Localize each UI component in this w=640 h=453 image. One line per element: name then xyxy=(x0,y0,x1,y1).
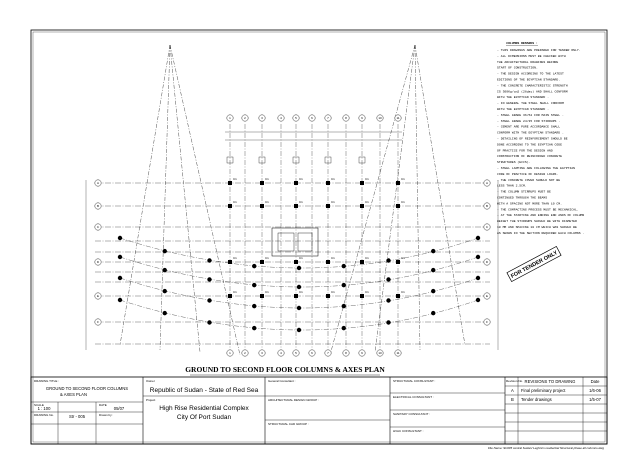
column xyxy=(118,276,122,280)
revision-row-text: Final preliminary project xyxy=(521,388,566,393)
column-tag: C1 xyxy=(299,290,303,294)
grid-bubble-label: 3 xyxy=(261,116,263,121)
column xyxy=(342,264,346,268)
column xyxy=(228,294,232,298)
date-value: 05/07 xyxy=(113,406,125,411)
column xyxy=(252,264,256,268)
column xyxy=(326,260,330,264)
column xyxy=(396,260,400,264)
fan-axis-line xyxy=(415,45,420,350)
grid-bubble-label: 7 xyxy=(327,351,329,356)
remark-line: - THE COMPACTING PROCESS MUST BE MECHANICAL. xyxy=(497,207,579,212)
column-tag: C1 xyxy=(265,290,269,294)
revision-no-label: Revision No. xyxy=(506,379,524,383)
remark-line: IS 300Kg/cm2 (28day) AND SHALL CONFORM xyxy=(497,89,568,94)
footer-file-path: File Name: Str005 central Sudan/ Leghnim residential Structural phase all columns.dwg xyxy=(487,446,604,450)
scale-value: 1 : 100 xyxy=(37,406,51,411)
grid-bubble-label: 9 xyxy=(361,351,363,356)
remark-line: WITH A SPACING NOT MORE THAN 10 CM. xyxy=(497,201,562,206)
project-line1: High Rise Residential Complex xyxy=(159,405,249,412)
revision-row-no: B xyxy=(511,397,514,402)
grid-bubble-label: 7 xyxy=(327,116,329,121)
column xyxy=(342,304,346,308)
column-tag: C1 xyxy=(401,200,405,204)
remark-line: HEIGHT THE STIRRUPS SHOULD BE WITH DIAMETER xyxy=(497,219,577,224)
column xyxy=(360,294,364,298)
revision-row-date: 1/5-07 xyxy=(589,397,601,402)
remark-line: CODE OF PRACTICE OF DESIGN LOADS. xyxy=(497,171,559,176)
curved-axis xyxy=(120,238,478,268)
grid-bubble-label: 8 xyxy=(345,116,347,121)
column xyxy=(294,260,298,264)
grid-bubble-label: 5 xyxy=(295,116,297,121)
column-tag: C1 xyxy=(233,290,237,294)
remark-line: LESS THAN 2.5CM. xyxy=(497,183,527,188)
owner-value: Republic of Sudan - State of Red Sea xyxy=(149,387,259,394)
remark-line: - THE CONCRETE CHARACTERISTIC STRENGTH xyxy=(497,83,568,88)
remark-line: - THE DESIGN ACCORDING TO THE LATEST xyxy=(497,71,564,76)
grid-bubble-label: C xyxy=(96,225,100,230)
column xyxy=(386,298,390,302)
column xyxy=(252,304,256,308)
column xyxy=(476,236,480,240)
remark-line: OF PRACTICE FOR THE DESIGN AND xyxy=(497,148,553,153)
grid-bubble-label: 10 xyxy=(378,351,382,356)
project-label: Project xyxy=(146,398,156,402)
grid-bubble-label: 4 xyxy=(280,116,282,121)
grid-bubble-label: D xyxy=(96,260,100,265)
grid-bubble-label: 6 xyxy=(311,351,313,356)
column xyxy=(294,181,298,185)
column xyxy=(207,258,211,262)
remark-line: STRUCTURES (ECCS). xyxy=(497,160,531,165)
column xyxy=(252,283,256,287)
column xyxy=(396,181,400,185)
scale-label: SCALE xyxy=(34,403,44,407)
remark-line: CONSTRUCTION OF REINFORCED CONCRETE xyxy=(497,154,562,159)
column xyxy=(163,249,167,253)
drawing-no-label: DRAWING No. xyxy=(34,413,54,417)
owner-label: Owner xyxy=(146,379,155,383)
column xyxy=(118,255,122,259)
column-tag: C1 xyxy=(233,200,237,204)
date-label: DATE xyxy=(99,403,107,407)
remark-line: - ALL DIMENSIONS MUST BE CHECKED WITH xyxy=(497,53,566,58)
column xyxy=(260,294,264,298)
grid-bubble-label: 4 xyxy=(280,351,282,356)
column-tag: C1 xyxy=(233,256,237,260)
drawing-no-value: Str - 005 xyxy=(68,414,86,419)
column xyxy=(431,289,435,293)
electrical-consultant-label: ELECTRICAL CONSULTANT : xyxy=(393,395,434,399)
column xyxy=(431,268,435,272)
column xyxy=(431,249,435,253)
column xyxy=(360,260,364,264)
column xyxy=(342,326,346,330)
column xyxy=(118,236,122,240)
remark-line: 10 MM AND SPACING 10 CM WHICH WAS SHOULD BE xyxy=(497,225,577,229)
curved-axis xyxy=(120,300,478,330)
column xyxy=(207,277,211,281)
fan-axis-line xyxy=(120,45,170,345)
grid-bubble-label: E xyxy=(485,294,489,299)
remark-line: THE ARCHITECTURAL DRAWINGS BEFORE xyxy=(497,59,559,64)
column xyxy=(297,285,301,289)
remark-line: - THE COLUMN STIRRUPS MUST BE xyxy=(497,189,551,194)
column xyxy=(118,298,122,302)
fan-axis-line xyxy=(170,45,240,355)
column xyxy=(360,181,364,185)
grid-bubble-label: D xyxy=(485,260,489,265)
column xyxy=(476,255,480,259)
column-tag: C1 xyxy=(331,177,335,181)
column xyxy=(297,328,301,332)
column xyxy=(163,268,167,272)
remark-line: - CEMENT ARE PURE ACCORDANCE SHALL xyxy=(497,124,561,129)
column xyxy=(386,258,390,262)
column-tag: C1 xyxy=(265,256,269,260)
column-tag: C1 xyxy=(365,256,369,260)
column xyxy=(396,204,400,208)
grid-bubble-label: 2 xyxy=(244,351,246,356)
fan-axis-line xyxy=(415,45,465,345)
remark-line: EDITIONS OF THE EGYPTIAN STANDARD. xyxy=(497,77,561,82)
column-tag: C1 xyxy=(401,256,405,260)
remark-line: - THE CONCRETE COVER SHOULD NOT BE xyxy=(497,177,561,182)
column xyxy=(207,298,211,302)
grid-bubble-label: 10 xyxy=(378,116,382,121)
column xyxy=(260,204,264,208)
remarks-heading: COLUMNS REMARKS : xyxy=(506,41,538,45)
column xyxy=(252,326,256,330)
columns-remarks xyxy=(497,41,584,235)
column xyxy=(297,306,301,310)
fan-axis-line xyxy=(160,45,170,350)
remark-line: - AT THE STARTING AND ENDING END ANDS OF COLUMN xyxy=(497,213,585,218)
remarks-lines xyxy=(497,48,584,235)
column xyxy=(207,320,211,324)
structural-cad-label: STRUCTURAL CAD GROUP : xyxy=(268,422,309,426)
column xyxy=(396,294,400,298)
column-tag: C1 xyxy=(299,200,303,204)
grid-bubble-label: F xyxy=(97,320,99,325)
drawing-title-line2: & AXES PLAN xyxy=(60,392,87,397)
remark-line: WITH THE EGYPTIAN STANDARD . xyxy=(497,107,549,111)
grid-bubble-label: F xyxy=(486,320,488,325)
general-consultant-label: General Consultant : xyxy=(268,379,296,383)
column-tag: C1 xyxy=(299,256,303,260)
fan-axis-line xyxy=(170,45,200,352)
column xyxy=(386,320,390,324)
grid-bubble-label: 6 xyxy=(311,116,313,121)
grid-bubble-label: A xyxy=(96,181,100,186)
remark-line: - IN GENERAL THE STEEL SHALL CONFORM xyxy=(497,101,564,106)
column xyxy=(163,311,167,315)
grid-bubble-label: 2 xyxy=(244,116,246,121)
drawn-by-label: Drawn by: xyxy=(99,413,113,417)
column xyxy=(260,260,264,264)
tender-stamp-text: FOR TENDER ONLY xyxy=(510,250,559,280)
column xyxy=(326,181,330,185)
column-tag: C1 xyxy=(331,256,335,260)
column xyxy=(228,204,232,208)
column xyxy=(294,294,298,298)
core-shaft xyxy=(278,233,294,251)
plan-title: GROUND TO SECOND FLOOR COLUMNS & AXES PLAN xyxy=(185,365,385,374)
remark-line: - STEEL LAPPING ARE FOLLOWING THE EGYPTIAN xyxy=(497,166,575,170)
grid-bubble-label: 9 xyxy=(361,116,363,121)
column xyxy=(342,283,346,287)
column-tag: C1 xyxy=(331,290,335,294)
remark-line: - DETAILING OF REINFORCEMENT SHOULD BE xyxy=(497,136,568,141)
revision-row-no: A xyxy=(511,388,514,393)
fan-axis-line xyxy=(375,45,415,352)
column-tag: C1 xyxy=(331,200,335,204)
core-shaft xyxy=(298,233,312,251)
core-walls xyxy=(272,228,318,256)
sanitary-consultant-label: SANITARY CONSULTANT : xyxy=(393,412,431,416)
column xyxy=(360,204,364,208)
column xyxy=(326,294,330,298)
drawing-title-line1: GROUND TO SECOND FLOOR COLUMNS xyxy=(45,386,129,391)
remark-line: START OF CONSTRUCTION. xyxy=(497,65,538,70)
rev-date-label: Date xyxy=(590,379,600,384)
column xyxy=(476,298,480,302)
column xyxy=(386,277,390,281)
column-tag: C1 xyxy=(365,290,369,294)
revisions-label: REVISIONS TO DRAWING xyxy=(524,379,576,384)
grid-bubble-label: 8 xyxy=(345,351,347,356)
architectural-design-label: ARCHITECTURAL DESIGN GROUP : xyxy=(268,398,319,402)
column-tag: C1 xyxy=(299,177,303,181)
column-tag: C1 xyxy=(401,177,405,181)
column xyxy=(297,266,301,270)
grid-bubble-label: 1 xyxy=(229,116,231,121)
grid-bubble-label: B xyxy=(96,204,100,209)
column xyxy=(476,276,480,280)
remark-line: CONFORM WITH THE EGYPTIAN STANDARD . xyxy=(497,130,564,135)
column xyxy=(228,181,232,185)
grid-bubble-label: 3 xyxy=(261,351,263,356)
remark-line: WITH THE EGYPTIAN STANDARD . xyxy=(497,95,549,100)
column-tag: C1 xyxy=(265,177,269,181)
column-tag: C1 xyxy=(365,177,369,181)
column xyxy=(228,260,232,264)
grid-bubble-label: 11 xyxy=(396,351,400,356)
column-tag: C1 xyxy=(233,177,237,181)
column xyxy=(431,311,435,315)
grid-bubble-label: 11 xyxy=(396,116,400,121)
remark-line: - STEEL GRADE 36/52 FOR MAIN STEEL . xyxy=(497,112,564,117)
revision-row-date: 1/6-06 xyxy=(589,388,601,393)
remark-line: AS SHOWN IN THE SECTION REQUIRED EACH COLUMNS . xyxy=(497,230,585,235)
column xyxy=(294,204,298,208)
column-tag: C1 xyxy=(365,200,369,204)
remark-line: - STEEL GRADE 24/35 FOR STIRRUPS . xyxy=(497,118,561,123)
floor-plan xyxy=(86,45,498,356)
grid-bubble-label: 5 xyxy=(295,351,297,356)
column-tag: C1 xyxy=(265,200,269,204)
column xyxy=(163,289,167,293)
structural-consultant-label: STRUCTURAL CONSULTANT : xyxy=(393,379,436,383)
hvac-consultant-label: HVAC CONSULTANT : xyxy=(393,429,424,433)
project-line2: City Of Port Sudan xyxy=(176,414,232,421)
grid-bubble-label: A xyxy=(485,181,489,186)
remark-line: CONTINUED THROUGH THE BEAMS xyxy=(497,195,548,200)
revision-row-text: Tender drawings xyxy=(521,397,552,402)
grid-bubble-label: 1 xyxy=(229,351,231,356)
column xyxy=(326,204,330,208)
grid-bubble-label: E xyxy=(96,294,100,299)
remark-line: - THIS DRAWINGS ARE PREPARED FOR TENDER ONLY. xyxy=(497,48,581,52)
grid-bubble-label: C xyxy=(485,225,489,230)
drawing-title-label: DRAWING TITLE : xyxy=(34,379,60,383)
column xyxy=(260,181,264,185)
column-tag: C1 xyxy=(401,290,405,294)
tender-stamp xyxy=(507,246,561,281)
remark-line: DONE ACCORDING TO THE EGYPTIAN CODE xyxy=(497,142,562,147)
grid-bubble-label: B xyxy=(485,204,489,209)
